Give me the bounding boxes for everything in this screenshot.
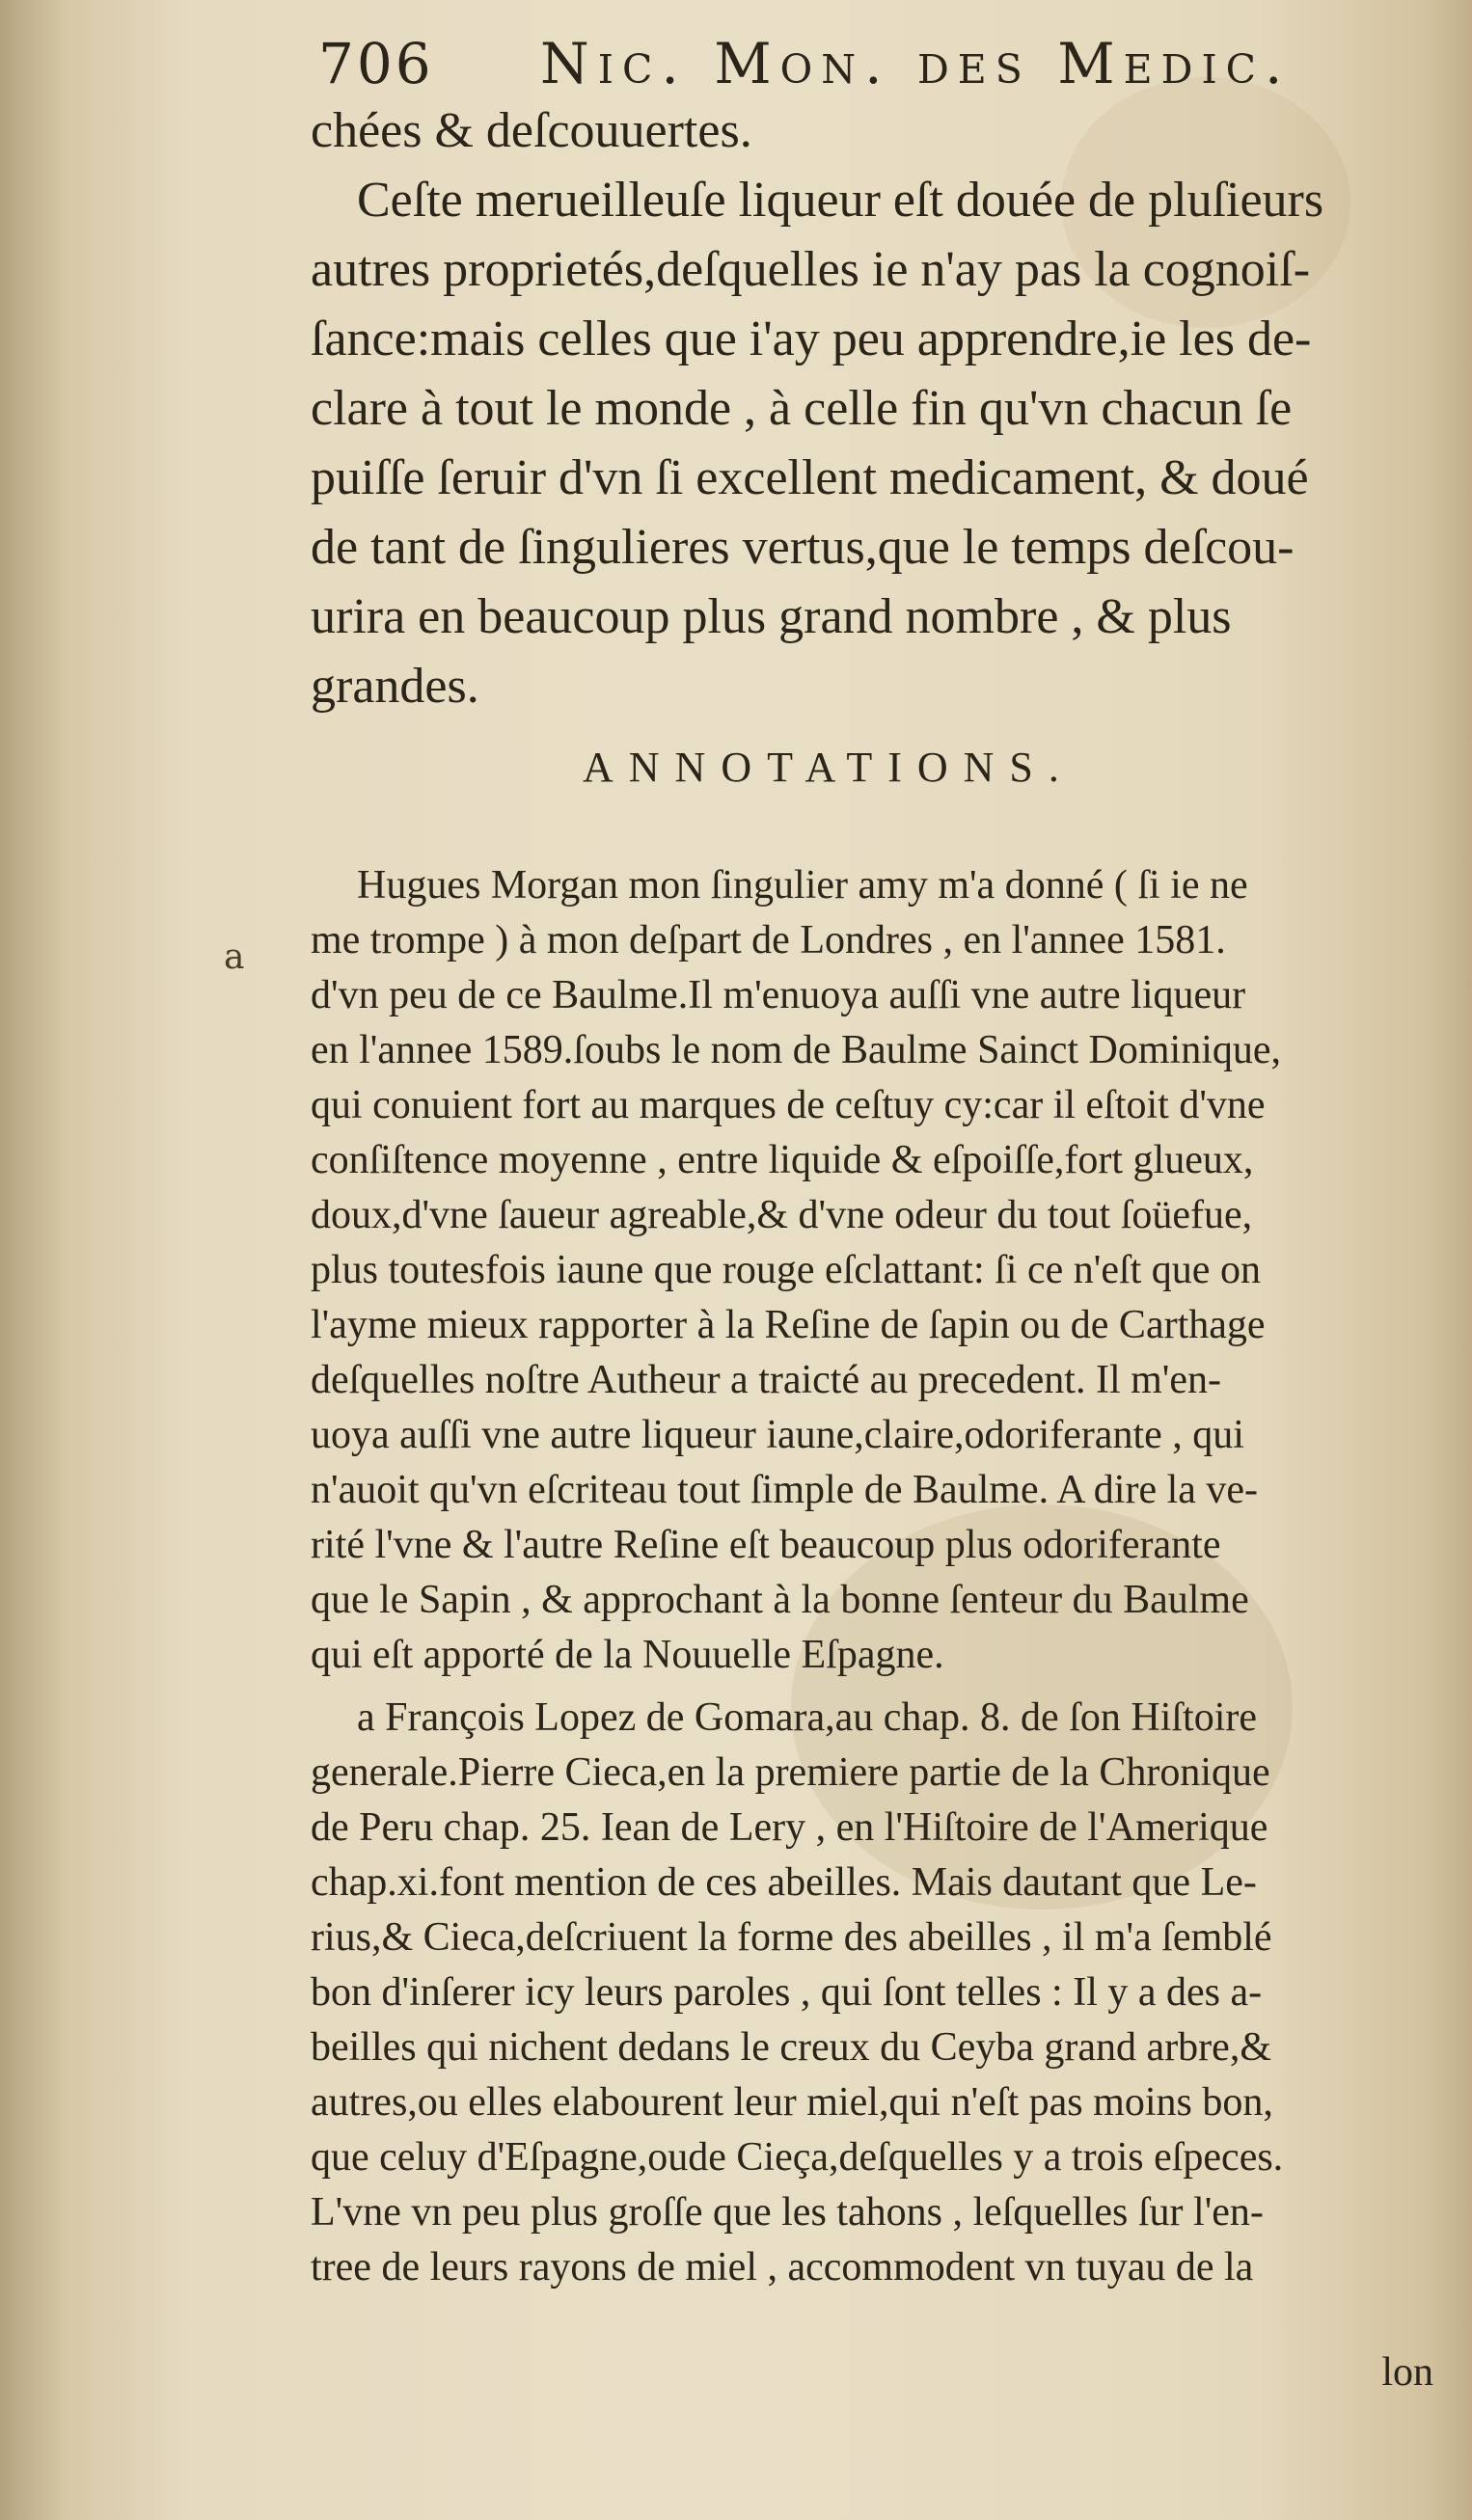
note-line: doux,d'vne ſaueur agreable,& d'vne odeur du tout ſoüefue, <box>311 1193 1253 1237</box>
note-line: generale.Pierre Cieca,en la premiere partie de la Chronique <box>311 1750 1270 1795</box>
text-line: clare à tout le monde , à celle fin qu'vn chacun ſe <box>311 381 1293 436</box>
note-line: rité l'vne & l'autre Reſine eſt beaucoup plus odoriferante <box>311 1523 1221 1567</box>
note-line: beilles qui nichent dedans le creux du Ceyba grand arbre,& <box>311 2025 1271 2070</box>
note-line: qui conuient fort au marques de ceſtuy cy:car il eſtoit d'vne <box>311 1083 1266 1127</box>
text-line: puiſſe ſeruir d'vn ſi excellent medicament, & doué <box>311 450 1309 505</box>
note-line: que le Sapin , & approchant à la bonne ſenteur du Baulme <box>311 1578 1249 1622</box>
annotation-paragraph <box>311 1691 1439 2295</box>
main-paragraph <box>311 166 1434 721</box>
note-line: d'vn peu de ce Baulme.Il m'enuoya auſſi vne autre liqueur <box>311 973 1246 1017</box>
annotations-heading: ANNOTATIONS. <box>583 744 1075 791</box>
running-title: Nic. Mon. des Medic. <box>540 31 1292 96</box>
margin-note-mark: a <box>224 937 245 977</box>
note-line: uoya auſſi vne autre liqueur iaune,claire,odoriferante , qui <box>311 1413 1244 1457</box>
text-line: urira en beaucoup plus grand nombre , & plus <box>311 589 1232 644</box>
note-line: rius,& Cieca,deſcriuent la forme des abeilles , il m'a ſemblé <box>311 1915 1272 1960</box>
note-line: l'ayme mieux rapporter à la Reſine de ſapin ou de Carthage <box>311 1303 1266 1347</box>
text-line: ſance:mais celles que i'ay peu apprendre,ie les de- <box>311 312 1312 366</box>
text-line: de tant de ſingulieres vertus,que le temps deſcou- <box>311 520 1295 575</box>
note-line: plus toutesfois iaune que rouge eſclattant: ſi ce n'eſt que on <box>311 1248 1261 1292</box>
note-line: L'vne vn peu plus groſſe que les tahons , leſquelles ſur l'en- <box>311 2190 1264 2235</box>
page-number: 706 <box>318 31 434 96</box>
note-line: Hugues Morgan mon ſingulier amy m'a donné ( ſi ie ne <box>357 863 1248 908</box>
note-line: me trompe ) à mon deſpart de Londres , en l'annee 1581. <box>311 918 1226 962</box>
note-line: deſquelles noſtre Autheur a traicté au precedent. Il m'en- <box>311 1358 1221 1402</box>
catchword: lon <box>1381 2350 1433 2395</box>
note-line: n'auoit qu'vn eſcriteau tout ſimple de Baulme. A dire la ve- <box>311 1468 1259 1512</box>
note-line: autres,ou elles elabourent leur miel,qui n'eſt pas moins bon, <box>311 2080 1273 2125</box>
page-header <box>318 31 1331 108</box>
note-line: tree de leurs rayons de miel , accommodent vn tuyau de la <box>311 2245 1254 2290</box>
text-line: grandes. <box>311 659 479 714</box>
note-line: conſiſtence moyenne , entre liquide & eſpoiſſe,fort glueux, <box>311 1138 1254 1182</box>
text-line: Ceſte merueilleuſe liqueur eſt douée de pluſieurs <box>357 173 1324 228</box>
text-line: autres proprietés,deſquelles ie n'ay pas la cognoiſ- <box>311 242 1311 297</box>
annotation-paragraph <box>311 858 1439 1683</box>
note-line: a François Lopez de Gomara,au chap. 8. de ſon Hiſtoire <box>357 1695 1258 1740</box>
note-line: chap.xi.font mention de ces abeilles. Mais dautant que Le- <box>311 1860 1257 1905</box>
note-line: en l'annee 1589.ſoubs le nom de Baulme Sainct Dominique, <box>311 1028 1282 1072</box>
note-line: bon d'inſerer icy leurs paroles , qui ſont telles : Il y a des a- <box>311 1970 1263 2015</box>
note-line: de Peru chap. 25. Iean de Lery , en l'Hiſtoire de l'Amerique <box>311 1805 1268 1850</box>
note-line: que celuy d'Eſpagne,oude Cieça,deſquelles y a trois eſpeces. <box>311 2135 1284 2180</box>
annotations-body <box>311 858 1439 2303</box>
note-line: qui eſt apporté de la Nouuelle Eſpagne. <box>311 1633 944 1677</box>
continuation-line: chées & deſcouuertes. <box>311 103 752 158</box>
